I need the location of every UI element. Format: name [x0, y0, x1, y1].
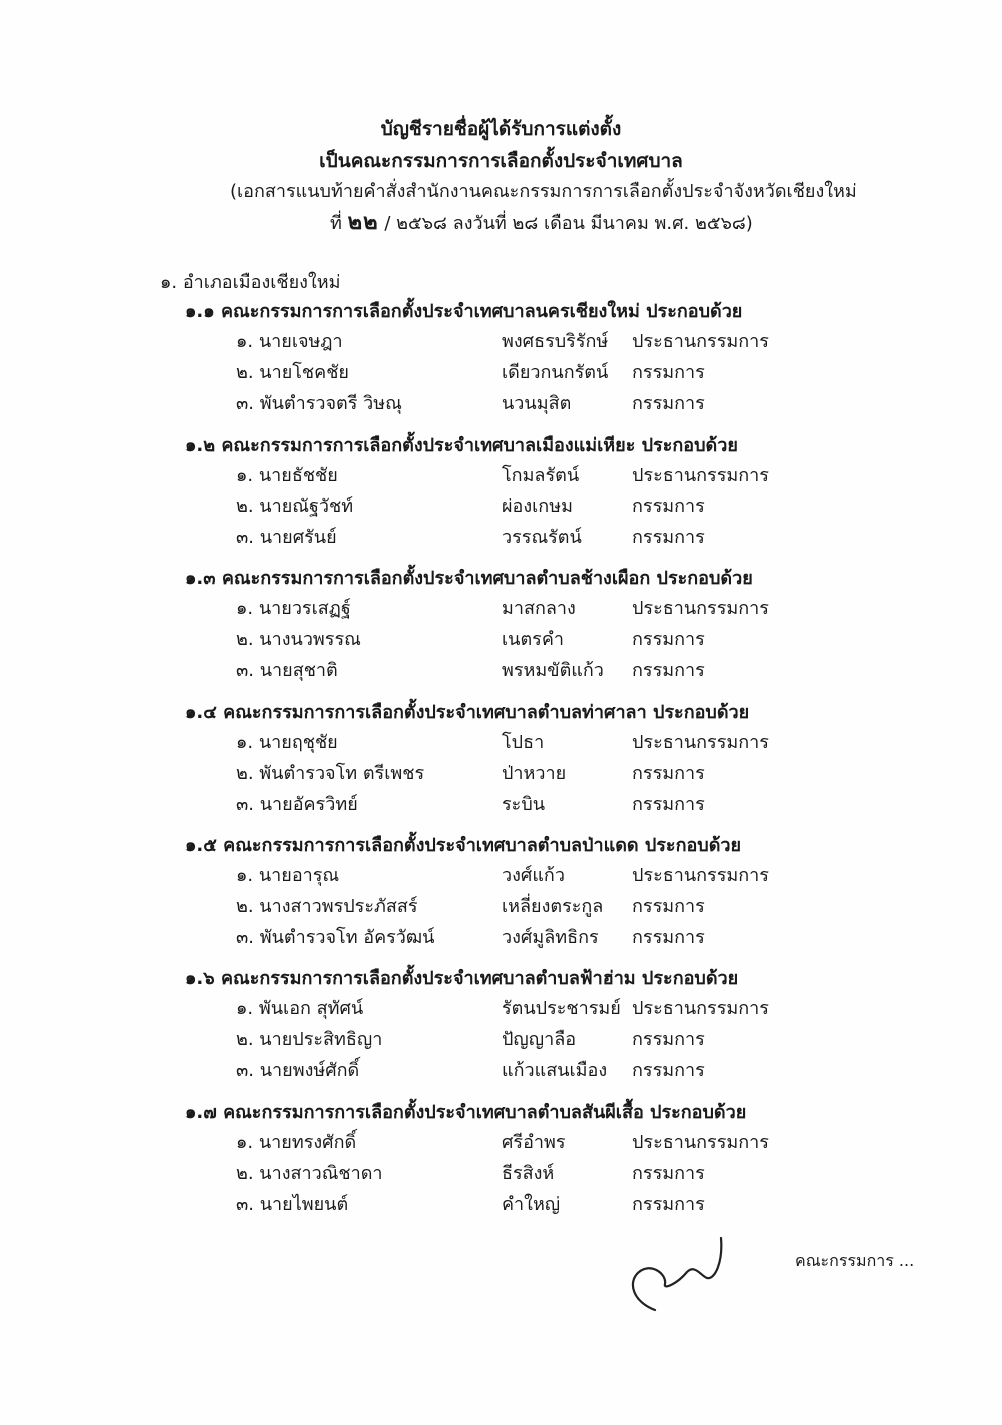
member-name: ๒. นายประสิทธิญา [236, 1029, 383, 1050]
member-row [0, 860, 1002, 890]
member-row [0, 522, 1002, 552]
document-title: บัญชีรายชื่อผู้ได้รับการแต่งตั้ง [380, 118, 622, 140]
member-role: ประธานกรรมการ [632, 598, 769, 619]
member-name: ๒. พันตำรวจโท ตรีเพชร [236, 763, 425, 784]
continuation-note: คณะกรรมการ ... [795, 1251, 915, 1270]
committee-heading: ๑.๓ คณะกรรมการการเลือกตั้งประจำเทศบาลตำบลช้างเผือก ประกอบด้วย [185, 568, 753, 589]
member-surname: นวนมุสิต [502, 393, 572, 414]
member-role: ประธานกรรมการ [632, 732, 769, 753]
member-row [0, 1024, 1002, 1054]
member-name: ๑. นายทรงศักดิ์ [236, 1132, 357, 1153]
member-surname: ป่าหวาย [502, 763, 567, 784]
member-surname: วรรณรัตน์ [502, 527, 582, 548]
member-role: ประธานกรรมการ [632, 998, 769, 1019]
member-row [0, 460, 1002, 490]
member-surname: โกมลรัตน์ [502, 465, 580, 486]
member-row [0, 1055, 1002, 1085]
member-role: ประธานกรรมการ [632, 865, 769, 886]
member-name: ๑. นายธัชชัย [236, 465, 338, 486]
member-name: ๒. นางสาวพรประภัสสร์ [236, 896, 418, 917]
member-role: กรรมการ [632, 393, 705, 414]
member-surname: พงศธรบริรักษ์ [502, 331, 609, 352]
member-row [0, 388, 1002, 418]
document-title-line2: เป็นคณะกรรมการการเลือกตั้งประจำเทศบาล [319, 150, 683, 172]
member-row [0, 1127, 1002, 1157]
member-name: ๑. นายวรเสฏฐ์ [236, 598, 351, 619]
member-name: ๓. นายศรันย์ [236, 527, 337, 548]
member-role: กรรมการ [632, 496, 705, 517]
member-row [0, 624, 1002, 654]
member-name: ๑. นายเจษฎา [236, 331, 343, 352]
member-name: ๓. นายพงษ์ศักดิ์ [236, 1060, 360, 1081]
member-surname: แก้วแสนเมือง [502, 1060, 608, 1081]
member-role: กรรมการ [632, 1163, 705, 1184]
order-number: ๒๒ [347, 210, 379, 235]
member-name: ๓. พันตำรวจโท อัครวัฒน์ [236, 927, 435, 948]
signature-mark [625, 1232, 735, 1317]
member-name: ๓. นายไพยนต์ [236, 1194, 349, 1215]
member-row [0, 789, 1002, 819]
member-name: ๑. นายฤชุชัย [236, 732, 338, 753]
committee-heading: ๑.๕ คณะกรรมการการเลือกตั้งประจำเทศบาลตำบลป่าแดด ประกอบด้วย [185, 835, 742, 856]
member-name: ๒. นายณัฐวัชท์ [236, 496, 354, 517]
member-surname: เนตรคำ [502, 629, 564, 650]
member-role: กรรมการ [632, 763, 705, 784]
member-row [0, 491, 1002, 521]
member-row [0, 891, 1002, 921]
member-row [0, 655, 1002, 685]
member-role: ประธานกรรมการ [632, 331, 769, 352]
member-surname: มาสกลาง [502, 598, 576, 619]
member-row [0, 727, 1002, 757]
committee-heading: ๑.๗ คณะกรรมการการเลือกตั้งประจำเทศบาลตำบลสันผีเสื้อ ประกอบด้วย [185, 1102, 747, 1123]
member-row [0, 326, 1002, 356]
member-surname: วงศ์แก้ว [502, 865, 565, 886]
member-role: กรรมการ [632, 660, 705, 681]
member-surname: ศรีอำพร [502, 1132, 566, 1153]
member-row [0, 1158, 1002, 1188]
member-name: ๓. นายสุชาติ [236, 660, 338, 681]
member-name: ๑. พันเอก สุทัศน์ [236, 998, 364, 1019]
member-name: ๓. นายอัครวิทย์ [236, 794, 358, 815]
member-role: กรรมการ [632, 527, 705, 548]
member-role: กรรมการ [632, 896, 705, 917]
order-date: / ๒๕๖๘ ลงวันที่ ๒๘ เดือน มีนาคม พ.ศ. ๒๕๖๘) [384, 213, 753, 234]
member-role: ประธานกรรมการ [632, 465, 769, 486]
member-surname: วงศ์มูลิทธิกร [502, 927, 599, 948]
member-surname: เดียวกนกรัตน์ [502, 362, 609, 383]
order-prefix: ที่ [330, 213, 342, 234]
member-row [0, 357, 1002, 387]
member-role: กรรมการ [632, 927, 705, 948]
document-subtitle: (เอกสารแนบท้ายคำสั่งสำนักงานคณะกรรมการการเลือกตั้งประจำจังหวัดเชียงใหม่ [230, 181, 857, 202]
member-role: กรรมการ [632, 362, 705, 383]
member-role: กรรมการ [632, 1029, 705, 1050]
order-reference [330, 204, 753, 239]
member-role: กรรมการ [632, 1060, 705, 1081]
member-row [0, 593, 1002, 623]
member-role: ประธานกรรมการ [632, 1132, 769, 1153]
member-name: ๑. นายอารุณ [236, 865, 340, 886]
member-surname: ผ่องเกษม [502, 496, 573, 517]
member-surname: ระบิน [502, 794, 546, 815]
member-role: กรรมการ [632, 794, 705, 815]
committee-heading: ๑.๑ คณะกรรมการการเลือกตั้งประจำเทศบาลนครเชียงใหม่ ประกอบด้วย [185, 301, 743, 322]
member-name: ๒. นางนวพรรณ [236, 629, 361, 650]
member-surname: เหลี่ยงตระกูล [502, 896, 604, 917]
committee-heading: ๑.๒ คณะกรรมการการเลือกตั้งประจำเทศบาลเมืองแม่เหียะ ประกอบด้วย [185, 435, 738, 456]
district-heading: ๑. อำเภอเมืองเชียงใหม่ [160, 272, 341, 293]
member-surname: ธีรสิงห์ [502, 1163, 555, 1184]
member-row [0, 922, 1002, 952]
member-name: ๓. พันตำรวจตรี วิษณุ [236, 393, 402, 414]
member-role: กรรมการ [632, 629, 705, 650]
member-surname: คำใหญ่ [502, 1194, 561, 1215]
member-name: ๒. นางสาวณิชาดา [236, 1163, 383, 1184]
member-surname: ปัญญาลือ [502, 1029, 577, 1050]
committee-heading: ๑.๖ คณะกรรมการการเลือกตั้งประจำเทศบาลตำบลฟ้าฮ่าม ประกอบด้วย [185, 968, 739, 989]
member-name: ๒. นายโชคชัย [236, 362, 349, 383]
member-row [0, 758, 1002, 788]
member-role: กรรมการ [632, 1194, 705, 1215]
member-surname: โปธา [502, 732, 545, 753]
member-row [0, 1189, 1002, 1219]
member-row [0, 993, 1002, 1023]
member-surname: พรหมขัติแก้ว [502, 660, 604, 681]
member-surname: รัตนประชารมย์ [502, 998, 621, 1019]
committee-heading: ๑.๔ คณะกรรมการการเลือกตั้งประจำเทศบาลตำบลท่าศาลา ประกอบด้วย [185, 702, 750, 723]
